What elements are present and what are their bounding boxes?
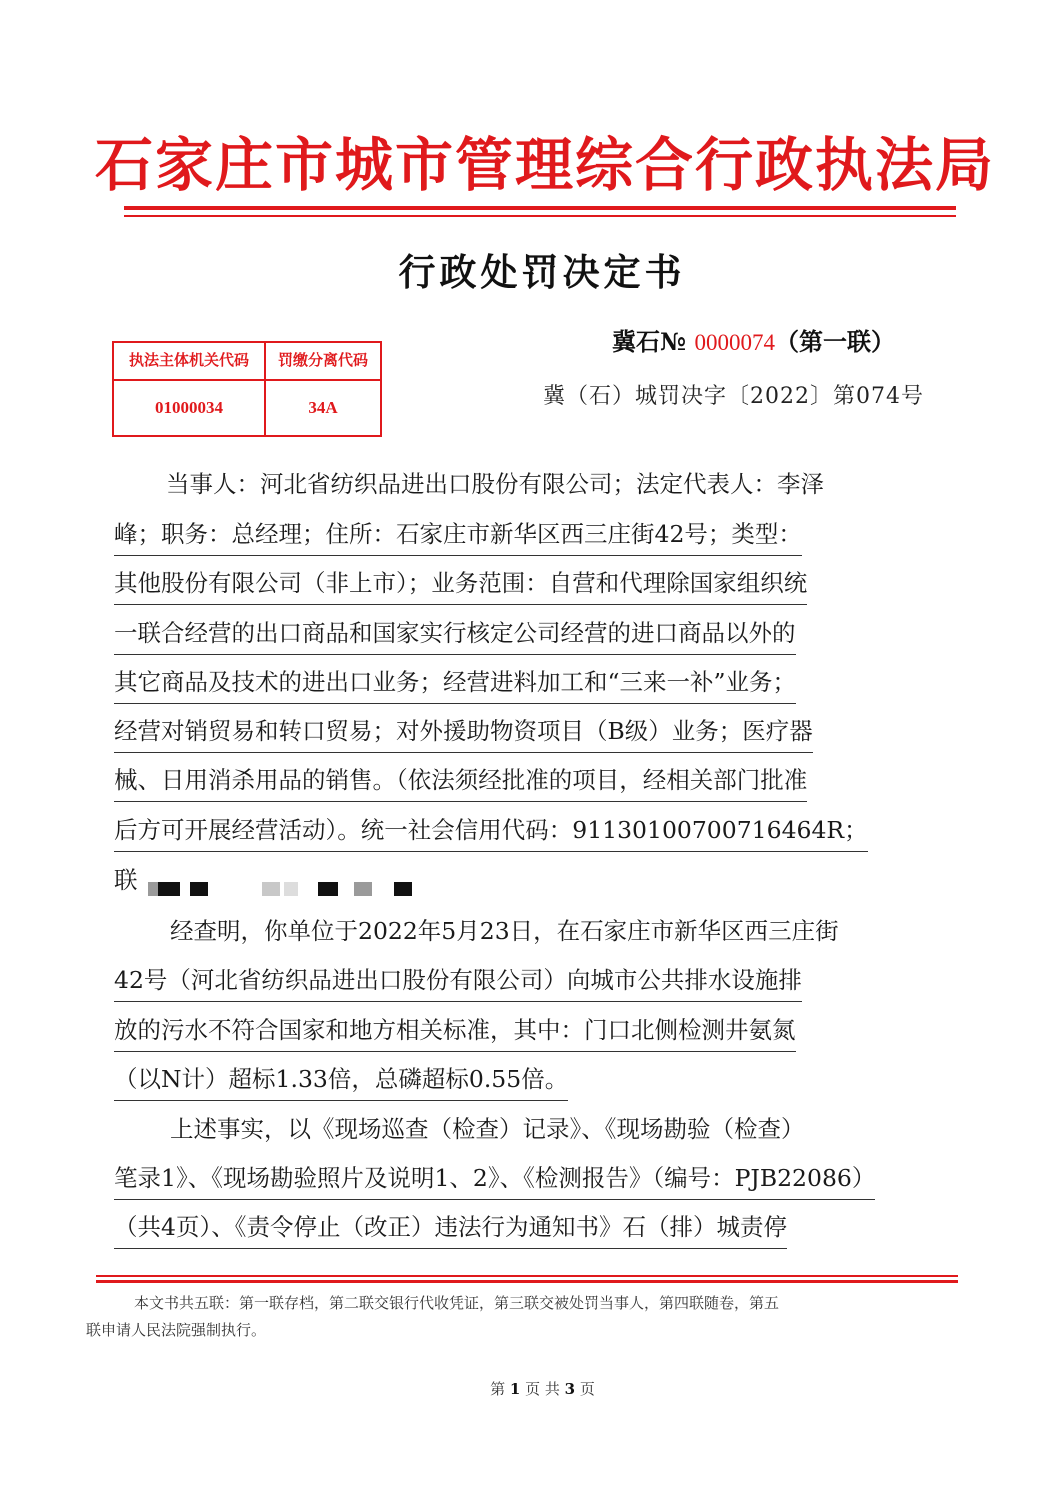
party-line: 械、日用消杀用品的销售。（依法须经批准的项目，经相关部门批准 [114, 760, 807, 802]
redaction-block [354, 882, 372, 896]
evidence-line: （共4页）、《责令停止（改正）违法行为通知书》石（排）城责停 [114, 1207, 787, 1249]
footer-note [86, 1290, 966, 1344]
evidence-line: 笔录1》、《现场勘验照片及说明1、2》、《检测报告》（编号：PJB22086） [114, 1158, 875, 1200]
page-number [0, 1378, 1056, 1399]
page-total: 3 [564, 1380, 576, 1398]
redacted-contact [148, 878, 418, 900]
party-line-text: 当事人：河北省纺织品进出口股份有限公司；法定代表人：李泽 [166, 470, 824, 498]
page-label: 第 [490, 1380, 506, 1398]
header-rule-thin [124, 215, 956, 217]
footer-note-line: 联申请人民法院强制执行。 [86, 1321, 267, 1339]
document-number-prefix: 冀石№ [612, 327, 687, 356]
document-number [612, 322, 895, 363]
fine-code-value: 34A [308, 398, 338, 417]
enforcement-code-header: 执法主体机关代码 [128, 353, 249, 369]
redaction-block [318, 882, 338, 896]
party-line: 其他股份有限公司（非上市）；业务范围：自营和代理除国家组织统 [114, 563, 807, 605]
facts-line [170, 911, 839, 951]
header-rule-thick [124, 206, 956, 210]
redaction-block [284, 882, 298, 896]
fine-code-header: 罚缴分离代码 [277, 353, 368, 369]
footer-note-line: 本文书共五联：第一联存档，第二联交银行代收凭证，第三联交被处罚当事人，第四联随卷，第五 [134, 1294, 780, 1312]
enforcement-code-value: 01000034 [155, 398, 223, 417]
party-line: 经营对销贸易和转口贸易；对外援助物资项目（B级）业务；医疗器 [114, 711, 813, 753]
party-line [166, 464, 824, 504]
facts-line: （以N计）超标1.33倍，总磷超标0.55倍。 [114, 1059, 568, 1101]
evidence-line-text: 上述事实，以《现场巡查（检查）记录》、《现场勘验（检查） [170, 1115, 805, 1143]
page-label: 页 [579, 1380, 595, 1398]
party-line: 联 [114, 866, 138, 894]
footer-rule-thick [96, 1280, 958, 1283]
party-line: 一联合经营的出口商品和国家实行核定公司经营的进口商品以外的 [114, 613, 796, 655]
page-label: 页 共 [525, 1380, 560, 1398]
party-line: 峰；职务：总经理；住所：石家庄市新华区西三庄街42号；类型： [114, 514, 802, 556]
code-table [112, 341, 382, 437]
issuing-authority-title: 石家庄市城市管理综合行政执法局 [94, 131, 995, 199]
party-line: 其它商品及技术的进出口业务；经营进料加工和“三来一补”业务； [114, 662, 796, 704]
page-current: 1 [509, 1380, 521, 1398]
document-copy-label: （第一联） [774, 327, 895, 356]
case-number: 冀（石）城罚决字〔2022〕第074号 [543, 384, 924, 409]
facts-line-text: 经查明，你单位于2022年5月23日，在石家庄市新华区西三庄街 [170, 917, 839, 945]
evidence-line [170, 1109, 805, 1149]
redaction-block [190, 882, 208, 896]
document-number-value: 0000074 [694, 330, 775, 355]
facts-line: 42号（河北省纺织品进出口股份有限公司）向城市公共排水设施排 [114, 960, 802, 1002]
document-title: 行政处罚决定书 [398, 250, 686, 294]
footer-rule-thin [96, 1275, 958, 1277]
redaction-block [262, 882, 280, 896]
facts-line: 放的污水不符合国家和地方相关标准，其中：门口北侧检测井氨氮 [114, 1010, 796, 1052]
party-line: 后方可开展经营活动）。统一社会信用代码：91130100700716464R； [114, 810, 868, 852]
redaction-block [158, 882, 180, 896]
redaction-block [394, 882, 412, 896]
